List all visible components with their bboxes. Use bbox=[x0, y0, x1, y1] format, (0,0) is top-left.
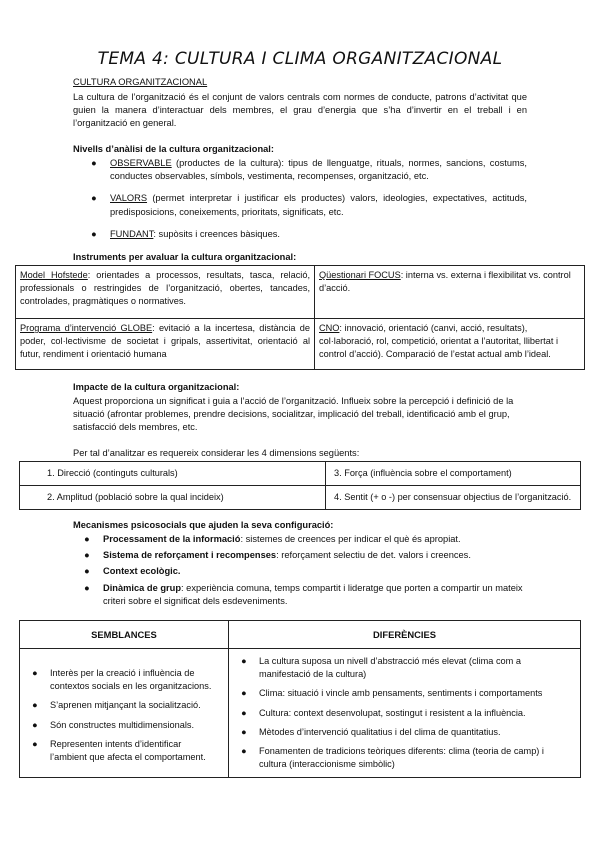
instrument-text: : orientades a processos, resultats, tasca, relació, professionals o restringides de l’organització, obertes, tancades, controlades, pragmàtiques o normatives. bbox=[20, 270, 310, 307]
similarity-item: ● Són constructes multidimensionals. bbox=[28, 719, 220, 732]
similarities-header: SEMBLANCES bbox=[20, 621, 229, 649]
bullet-icon: ● bbox=[241, 726, 247, 737]
instrument-cell bbox=[315, 319, 585, 370]
similarities-cell bbox=[20, 649, 229, 777]
difference-item: ● Mètodes d’intervenció qualitatius i del clima de quantitatius. bbox=[237, 726, 572, 739]
dimensions-intro: Per tal d’analitzar es requereix considerar les 4 dimensions següents: bbox=[73, 448, 360, 458]
mechanism-term: Dinàmica de grup bbox=[103, 582, 182, 593]
impact-paragraph: Aquest proporciona un significat i guia a l’acció de l’organització. Influeix sobre la percepció i definició de la situació (afrontar problemes, prendre decisions, socialitzar, implicació del treball, identificació amb el grup, satisfacció dels membres, etc. bbox=[73, 396, 514, 433]
list-item bbox=[79, 565, 529, 578]
mechanism-text: : reforçament selectiu de det. valors i creences. bbox=[276, 550, 471, 561]
mechanism-term: Context ecològic. bbox=[103, 566, 181, 577]
bullet-icon: ● bbox=[84, 534, 90, 544]
instrument-cell bbox=[16, 319, 315, 370]
definition-paragraph: La cultura de l’organització és el conjunt de valors centrals com normes de conducte, patrons d’activitat que guien la manera d’interactuar dels membres, el grau d’energia que s’ha d’invertir en el treball i en l’organització en general. bbox=[73, 92, 527, 129]
instrument-text: : innovació, orientació (canvi, acció, resultats), col·laboració, rol, competició, orientat a l’autoritat, llibertat i control d’acció). Comparació de l’estat actual amb l’ideal. bbox=[319, 323, 558, 360]
comparison-table bbox=[19, 620, 581, 778]
bullet-icon: ● bbox=[241, 656, 247, 667]
level-text: (permet interpretar i justificar els productes) valors, ideologies, expectatives, actituds, predisposicions, coneixements, prioritats, significats, etc. bbox=[110, 193, 527, 217]
level-term: FUNDANT bbox=[110, 228, 154, 239]
section-heading: CULTURA ORGANITZACIONAL bbox=[73, 77, 208, 87]
bullet-icon: ● bbox=[241, 745, 247, 756]
mechanisms-list bbox=[79, 533, 529, 608]
instrument-term: Qüestionari FOCUS bbox=[319, 270, 401, 280]
instrument-cell bbox=[16, 266, 315, 319]
bullet-icon: ● bbox=[91, 158, 97, 168]
similarity-item: ● Representen intents d’identificar l’ambient que afecta el comportament. bbox=[32, 738, 206, 762]
level-term: VALORS bbox=[110, 193, 148, 204]
dimension-cell: 2. Amplitud (població sobre la qual incideix) bbox=[20, 486, 326, 510]
difference-item: ● La cultura suposa un nivell d’abstracció més elevat (clima com a manifestació de la cultura) bbox=[241, 656, 521, 680]
mechanism-term: Processament de la informació bbox=[103, 534, 241, 544]
list-item bbox=[79, 533, 529, 546]
page-title: TEMA 4: CULTURA I CLIMA ORGANITZACIONAL bbox=[97, 49, 503, 69]
bullet-icon: ● bbox=[91, 193, 97, 204]
mechanism-text: : experiència comuna, temps compartit i lideratge que porten a compartir un mateix criteri sobre el significat dels esdeveniments. bbox=[103, 582, 523, 606]
list-item bbox=[86, 228, 527, 241]
list-item bbox=[79, 549, 529, 562]
instruments-table bbox=[15, 265, 585, 370]
dimension-cell: 4. Sentit (+ o -) per consensuar objectius de l’organització. bbox=[326, 486, 581, 510]
instrument-text: : evitació a la incertesa, distància de poder, col·lectivisme de societat i gripals, assertivitat, orientació al futur, rendiment i orientació humana bbox=[20, 323, 311, 360]
bullet-icon: ● bbox=[32, 738, 38, 749]
mechanisms-heading: Mecanismes psicosocials que ajuden la seva configuració: bbox=[73, 520, 334, 530]
differences-cell bbox=[229, 649, 581, 777]
list-item bbox=[79, 582, 529, 608]
level-text: : supòsits i creences bàsiques. bbox=[153, 228, 280, 239]
bullet-icon: ● bbox=[84, 566, 90, 577]
levels-heading: Nivells d’anàlisi de la cultura organitzacional: bbox=[73, 144, 274, 154]
bullet-icon: ● bbox=[84, 582, 90, 593]
impact-heading: Impacte de la cultura organitzacional: bbox=[73, 382, 240, 392]
instruments-heading: Instruments per avaluar la cultura organitzacional: bbox=[73, 252, 297, 262]
difference-item: ● Clima: situació i vincle amb pensaments, sentiments i comportaments bbox=[237, 687, 572, 700]
dimension-cell: 1. Direcció (continguts culturals) bbox=[20, 462, 326, 486]
list-item bbox=[86, 192, 527, 218]
dimensions-table bbox=[19, 461, 581, 510]
similarity-item: ● Interès per la creació i influència de contextos socials en les organitzacions. bbox=[32, 668, 212, 692]
bullet-icon: ● bbox=[91, 228, 97, 239]
list-item bbox=[86, 157, 527, 183]
instrument-term: CNO bbox=[319, 323, 340, 333]
differences-header: DIFERÈNCIES bbox=[229, 621, 581, 649]
difference-item: ● Fonamenten de tradicions teòriques diferents: clima (teoria de camp) i cultura (interaccionisme simbòlic) bbox=[241, 745, 544, 769]
similarity-item: ● S’aprenen mitjançant la socialització. bbox=[28, 699, 220, 712]
difference-item: ● Cultura: context desenvolupat, sostingut i resistent a la influència. bbox=[237, 707, 572, 720]
bullet-icon: ● bbox=[84, 550, 90, 561]
bullet-icon: ● bbox=[32, 719, 38, 730]
bullet-icon: ● bbox=[32, 668, 38, 679]
mechanism-term: Sistema de reforçament i recompenses bbox=[103, 550, 277, 561]
bullet-icon: ● bbox=[241, 707, 247, 718]
level-term: OBSERVABLE bbox=[110, 158, 172, 168]
bullet-icon: ● bbox=[241, 688, 247, 699]
instrument-cell bbox=[315, 266, 585, 319]
level-text: (productes de la cultura): tipus de llenguatge, rituals, normes, sancions, costums, conductes observables, símbols, vestimenta, recompenses, organització, etc. bbox=[110, 158, 527, 182]
levels-list bbox=[86, 157, 527, 241]
instrument-text: : interna vs. externa i flexibilitat vs. control d’acció. bbox=[319, 270, 571, 294]
instrument-term: Programa d’intervenció GLOBE bbox=[20, 323, 153, 333]
mechanism-text: : sistemes de creences per indicar el què és apropiat. bbox=[240, 534, 461, 544]
bullet-icon: ● bbox=[32, 700, 38, 711]
instrument-term: Model Hofstede bbox=[20, 270, 88, 280]
dimension-cell: 3. Força (influència sobre el comportament) bbox=[326, 462, 581, 486]
